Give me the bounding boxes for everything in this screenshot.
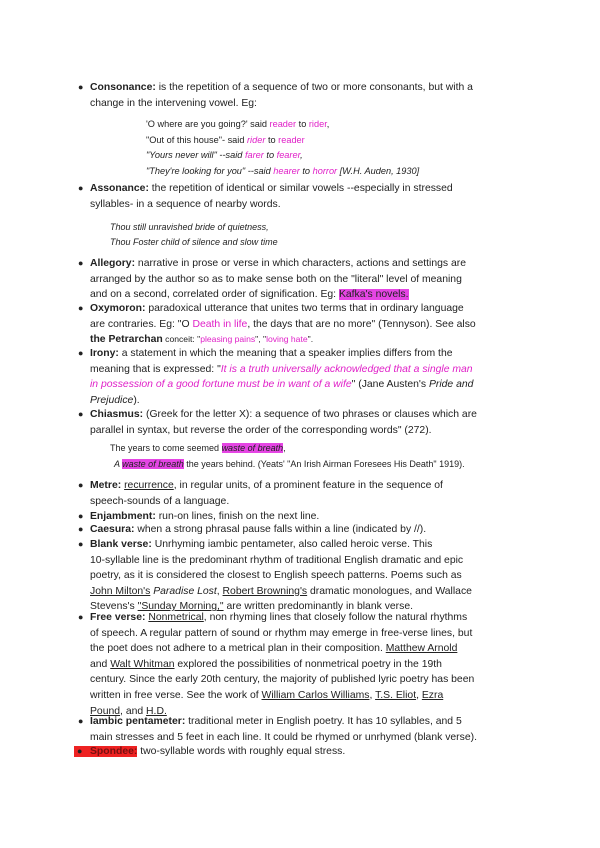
- bullet-icon: ●: [78, 524, 84, 534]
- highlighted-text: Kafka's novels.: [338, 289, 409, 301]
- bullet-icon: ●: [78, 511, 84, 521]
- assonance-verse: Thou still unravished bride of quietness, Thou Foster child of silence and slow time: [110, 222, 278, 247]
- bullet-icon: ●: [78, 348, 84, 358]
- consonance-entry: ● Consonance: is the repetition of a sequence of two or more consonants, but with a change in the intervening vowel. Eg:: [78, 82, 473, 109]
- blank-verse-entry: ● Blank verse: Unrhyming iambic pentameter, also called heroic verse. This 10-syllable line is the predominant rhythm of traditional English dramatic and epic poetry, as it is considered the closest to English speech patterns. Poems such as John Milton's Paradise Lost, Robert Browning's dramatic monologues, and Wallace Stevens's "Sunday Morning," are written predominantly in blank verse.: [78, 539, 472, 613]
- allegory-entry: ● Allegory: narrative in prose or verse in which characters, actions and settings are arranged by the author so as to make sense both on the "literal" level of meaning and on a second, correlated order of signification. Eg: Kafka's novels.: [78, 258, 466, 301]
- bullet-icon: ●: [78, 258, 84, 268]
- bullet-icon: ●: [78, 409, 84, 419]
- free-verse-entry: ● Free verse: Nonmetrical, non rhyming lines that closely follow the natural rhythms of speech. A regular pattern of sound or rhythm may emerge in free-verse lines, but the poet does not adhere to a metrical plan in their composition. Matthew Arnold and Walt Whitman explored the possibilities of nonmetrical poetry in the 19th century. Since the early 20th century, the majority of published lyric poetry has been written in free verse. See the work of William Carlos Williams, T.S. Eliot, Ezra Pound, and H.D.: [78, 612, 475, 717]
- bullet-icon: ●: [78, 82, 84, 92]
- bullet-icon: ●: [78, 480, 84, 490]
- term: Consonance:: [90, 82, 156, 93]
- bullet-icon: ●: [78, 612, 84, 622]
- bullet-icon: ●: [78, 183, 84, 193]
- bullet-icon: ●: [78, 716, 84, 726]
- highlighted-text: waste of breath: [221, 443, 284, 453]
- chiasmus-verse: The years to come seemed waste of breath, A waste of breath the years behind. (Yeats' "An Irish Airman Foresees His Death" 1919).: [110, 443, 465, 469]
- highlighted-term: Spondee:: [74, 746, 137, 757]
- enjambment-entry: ● Enjambment: run-on lines, finish on the next line.: [90, 509, 520, 525]
- iambic-pentameter-entry: ● Iambic pentameter: traditional meter in English poetry. It has 10 syllables, and 5 main stresses and 5 feet in each line. It could be rhymed or unrhymed (blank verse).: [78, 716, 477, 743]
- spondee-entry: ● Spondee: two-syllable words with roughly equal stress.: [90, 744, 520, 760]
- caesura-entry: ● Caesura: when a strong phrasal pause falls within a line (indicated by //).: [90, 522, 520, 538]
- bullet-icon: ●: [78, 539, 84, 549]
- bullet-icon: ●: [78, 303, 84, 313]
- oxymoron-entry: ● Oxymoron: paradoxical utterance that unites two terms that in ordinary language are contraries. Eg: "O Death in life, the days that are no more" (Tennyson). See also the Petrarchan conceit: "pleasing pains", "loving hate".: [78, 303, 476, 346]
- chiasmus-entry: ● Chiasmus: (Greek for the letter X): a sequence of two phrases or clauses which are parallel in syntax, but reverse the order of the corresponding words" (272).: [78, 409, 477, 436]
- consonance-examples: 'O where are you going?' said reader to rider, "Out of this house"- said rider to reader "Yours never will" --said farer to fearer, "They're looking for you" --said hearer to horror [W.H. Auden, 1930]: [146, 119, 420, 176]
- metre-entry: ● Metre: recurrence, in regular units, of a prominent feature in the sequence of speech-sounds of a language.: [78, 480, 443, 507]
- highlighted-text: waste of breath: [122, 459, 184, 469]
- irony-entry: ● Irony: a statement in which the meaning that a speaker implies differs from the meaning that is expressed: "It is a truth universally acknowledged that a single man in possession of a good fortune must be in want of a wife" (Jane Austen's Pride and Prejudice).: [78, 348, 474, 406]
- bullet-icon: ●: [77, 746, 83, 756]
- assonance-entry: ● Assonance: the repetition of identical or similar vowels --especially in stressed syllables- in a sequence of nearby words.: [78, 183, 453, 210]
